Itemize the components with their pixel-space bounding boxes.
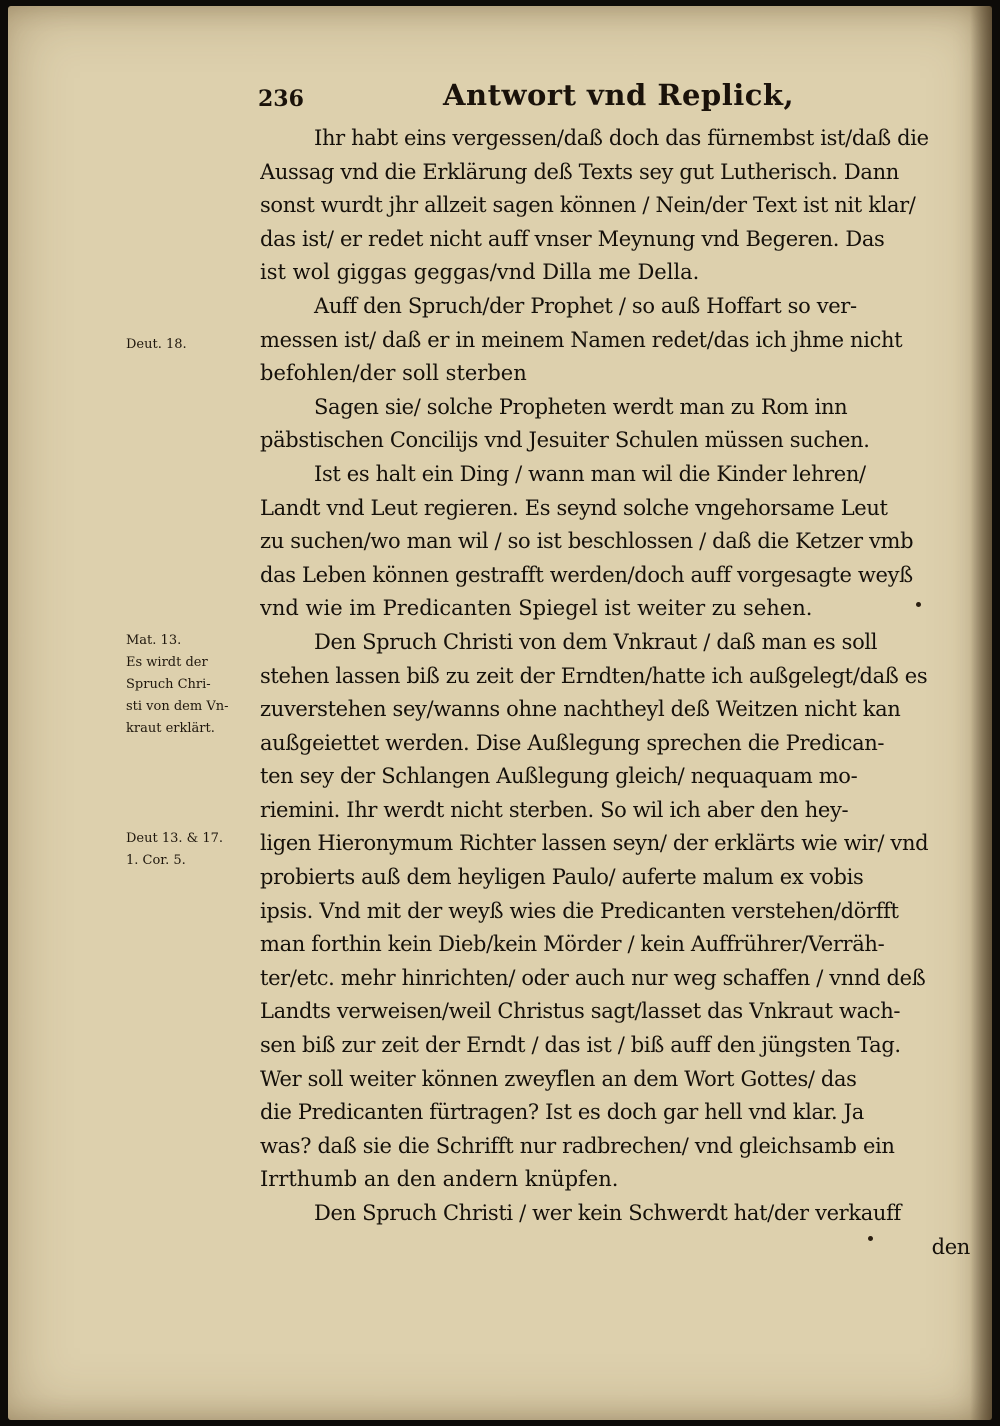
text-line: was? daß sie die Schrifft nur radbrechen/ vnd gleichsamb ein xyxy=(260,1133,895,1158)
text-line: päbstischen Concilijs vnd Jesuiter Schulen müssen suchen. xyxy=(260,428,870,453)
text-line: außgeiettet werden. Dise Außlegung sprechen die Predican- xyxy=(260,730,885,755)
catchword: den xyxy=(931,1234,970,1259)
text-line: Landts verweisen/weil Christus sagt/lasset das Vnkraut wach- xyxy=(260,999,901,1024)
text-line: Irrthumb an den andern knüpfen. xyxy=(260,1167,619,1192)
marginal-note-line: Deut 13. & 17. xyxy=(126,831,224,846)
text-line: sen biß zur zeit der Erndt / das ist / biß auff den jüngsten Tag. xyxy=(260,1033,901,1058)
marginal-note-line: sti von dem Vn- xyxy=(126,699,229,714)
text-line: zuverstehen sey/wanns ohne nachtheyl deß Weitzen nicht kan xyxy=(260,697,901,722)
text-line: Ihr habt eins vergessen/daß doch das fürnembst ist/daß die xyxy=(314,126,929,150)
page-header xyxy=(258,78,978,118)
text-line: stehen lassen biß zu zeit der Erndten/hatte ich außgelegt/daß es xyxy=(260,663,928,688)
text-line: ipsis. Vnd mit der weyß wies die Predicanten verstehen/dörfft xyxy=(260,898,899,923)
marginal-note-line: Spruch Chri- xyxy=(126,677,211,692)
text-line: ligen Hieronymum Richter lassen seyn/ der erklärts wie wir/ vnd xyxy=(260,831,929,856)
marginal-note-line: Deut. 18. xyxy=(126,337,187,352)
text-line: ten sey der Schlangen Außlegung gleich/ nequaquam mo- xyxy=(260,764,858,789)
marginal-note-line: Es wirdt der xyxy=(126,655,208,670)
text-line: Aussag vnd die Erklärung deß Texts sey gut Lutherisch. Dann xyxy=(260,159,899,184)
text-line: die Predicanten fürtragen? Ist es doch gar hell vnd klar. Ja xyxy=(260,1100,864,1125)
marginal-note-line: Mat. 13. xyxy=(126,633,182,648)
text-line: ist wol giggas geggas/vnd Dilla me Della. xyxy=(260,260,700,285)
text-line: vnd wie im Predicanten Spiegel ist weiter zu sehen. xyxy=(260,596,813,621)
ink-speck xyxy=(868,1236,873,1241)
text-line: Ist es halt ein Ding / wann man wil die Kinder lehren/ xyxy=(314,461,866,486)
text-line: zu suchen/wo man wil / so ist beschlossen / daß die Ketzer vmb xyxy=(260,529,914,554)
text-line: probierts auß dem heyligen Paulo/ auferte malum ex vobis xyxy=(260,865,864,890)
text-line: das Leben können gestrafft werden/doch auff vorgesagte weyß xyxy=(260,562,913,587)
marginal-note-line: kraut erklärt. xyxy=(126,721,215,736)
page-number: 236 xyxy=(258,86,304,112)
book-page xyxy=(8,6,992,1420)
text-line: messen ist/ daß er in meinem Namen redet/das ich jhme nicht xyxy=(260,327,903,352)
text-line: befohlen/der soll sterben xyxy=(260,361,527,386)
marginal-note xyxy=(126,334,187,356)
text-line: das ist/ er redet nicht auff vnser Meynung vnd Begeren. Das xyxy=(260,226,885,251)
text-line: man forthin kein Dieb/kein Mörder / kein Auffrührer/Verräh- xyxy=(260,932,885,957)
text-line: Landt vnd Leut regieren. Es seynd solche vngehorsame Leut xyxy=(260,495,888,520)
marginal-note-line: 1. Cor. 5. xyxy=(126,853,186,868)
text-line: Den Spruch Christi / wer kein Schwerdt hat/der verkauff xyxy=(314,1201,901,1225)
text-line: Sagen sie/ solche Propheten werdt man zu Rom inn xyxy=(314,394,848,419)
main-text-block xyxy=(260,122,978,1264)
text-line: Den Spruch Christi von dem Vnkraut / daß man es soll xyxy=(314,629,878,654)
text-line: sonst wurdt jhr allzeit sagen können / Nein/der Text ist nit klar/ xyxy=(260,193,916,218)
text-line: Wer soll weiter können zweyflen an dem Wort Gottes/ das xyxy=(260,1066,857,1091)
running-title: Antwort vnd Replick, xyxy=(443,78,795,112)
text-line: Auff den Spruch/der Prophet / so auß Hoffart so ver- xyxy=(314,293,857,318)
marginal-note xyxy=(126,630,229,740)
text-line: ter/etc. mehr hinrichten/ oder auch nur weg schaffen / vnnd deß xyxy=(260,965,926,990)
text-line: riemini. Ihr werdt nicht sterben. So wil ich aber den hey- xyxy=(260,797,849,822)
ink-speck xyxy=(916,602,921,607)
marginal-note xyxy=(126,828,223,872)
